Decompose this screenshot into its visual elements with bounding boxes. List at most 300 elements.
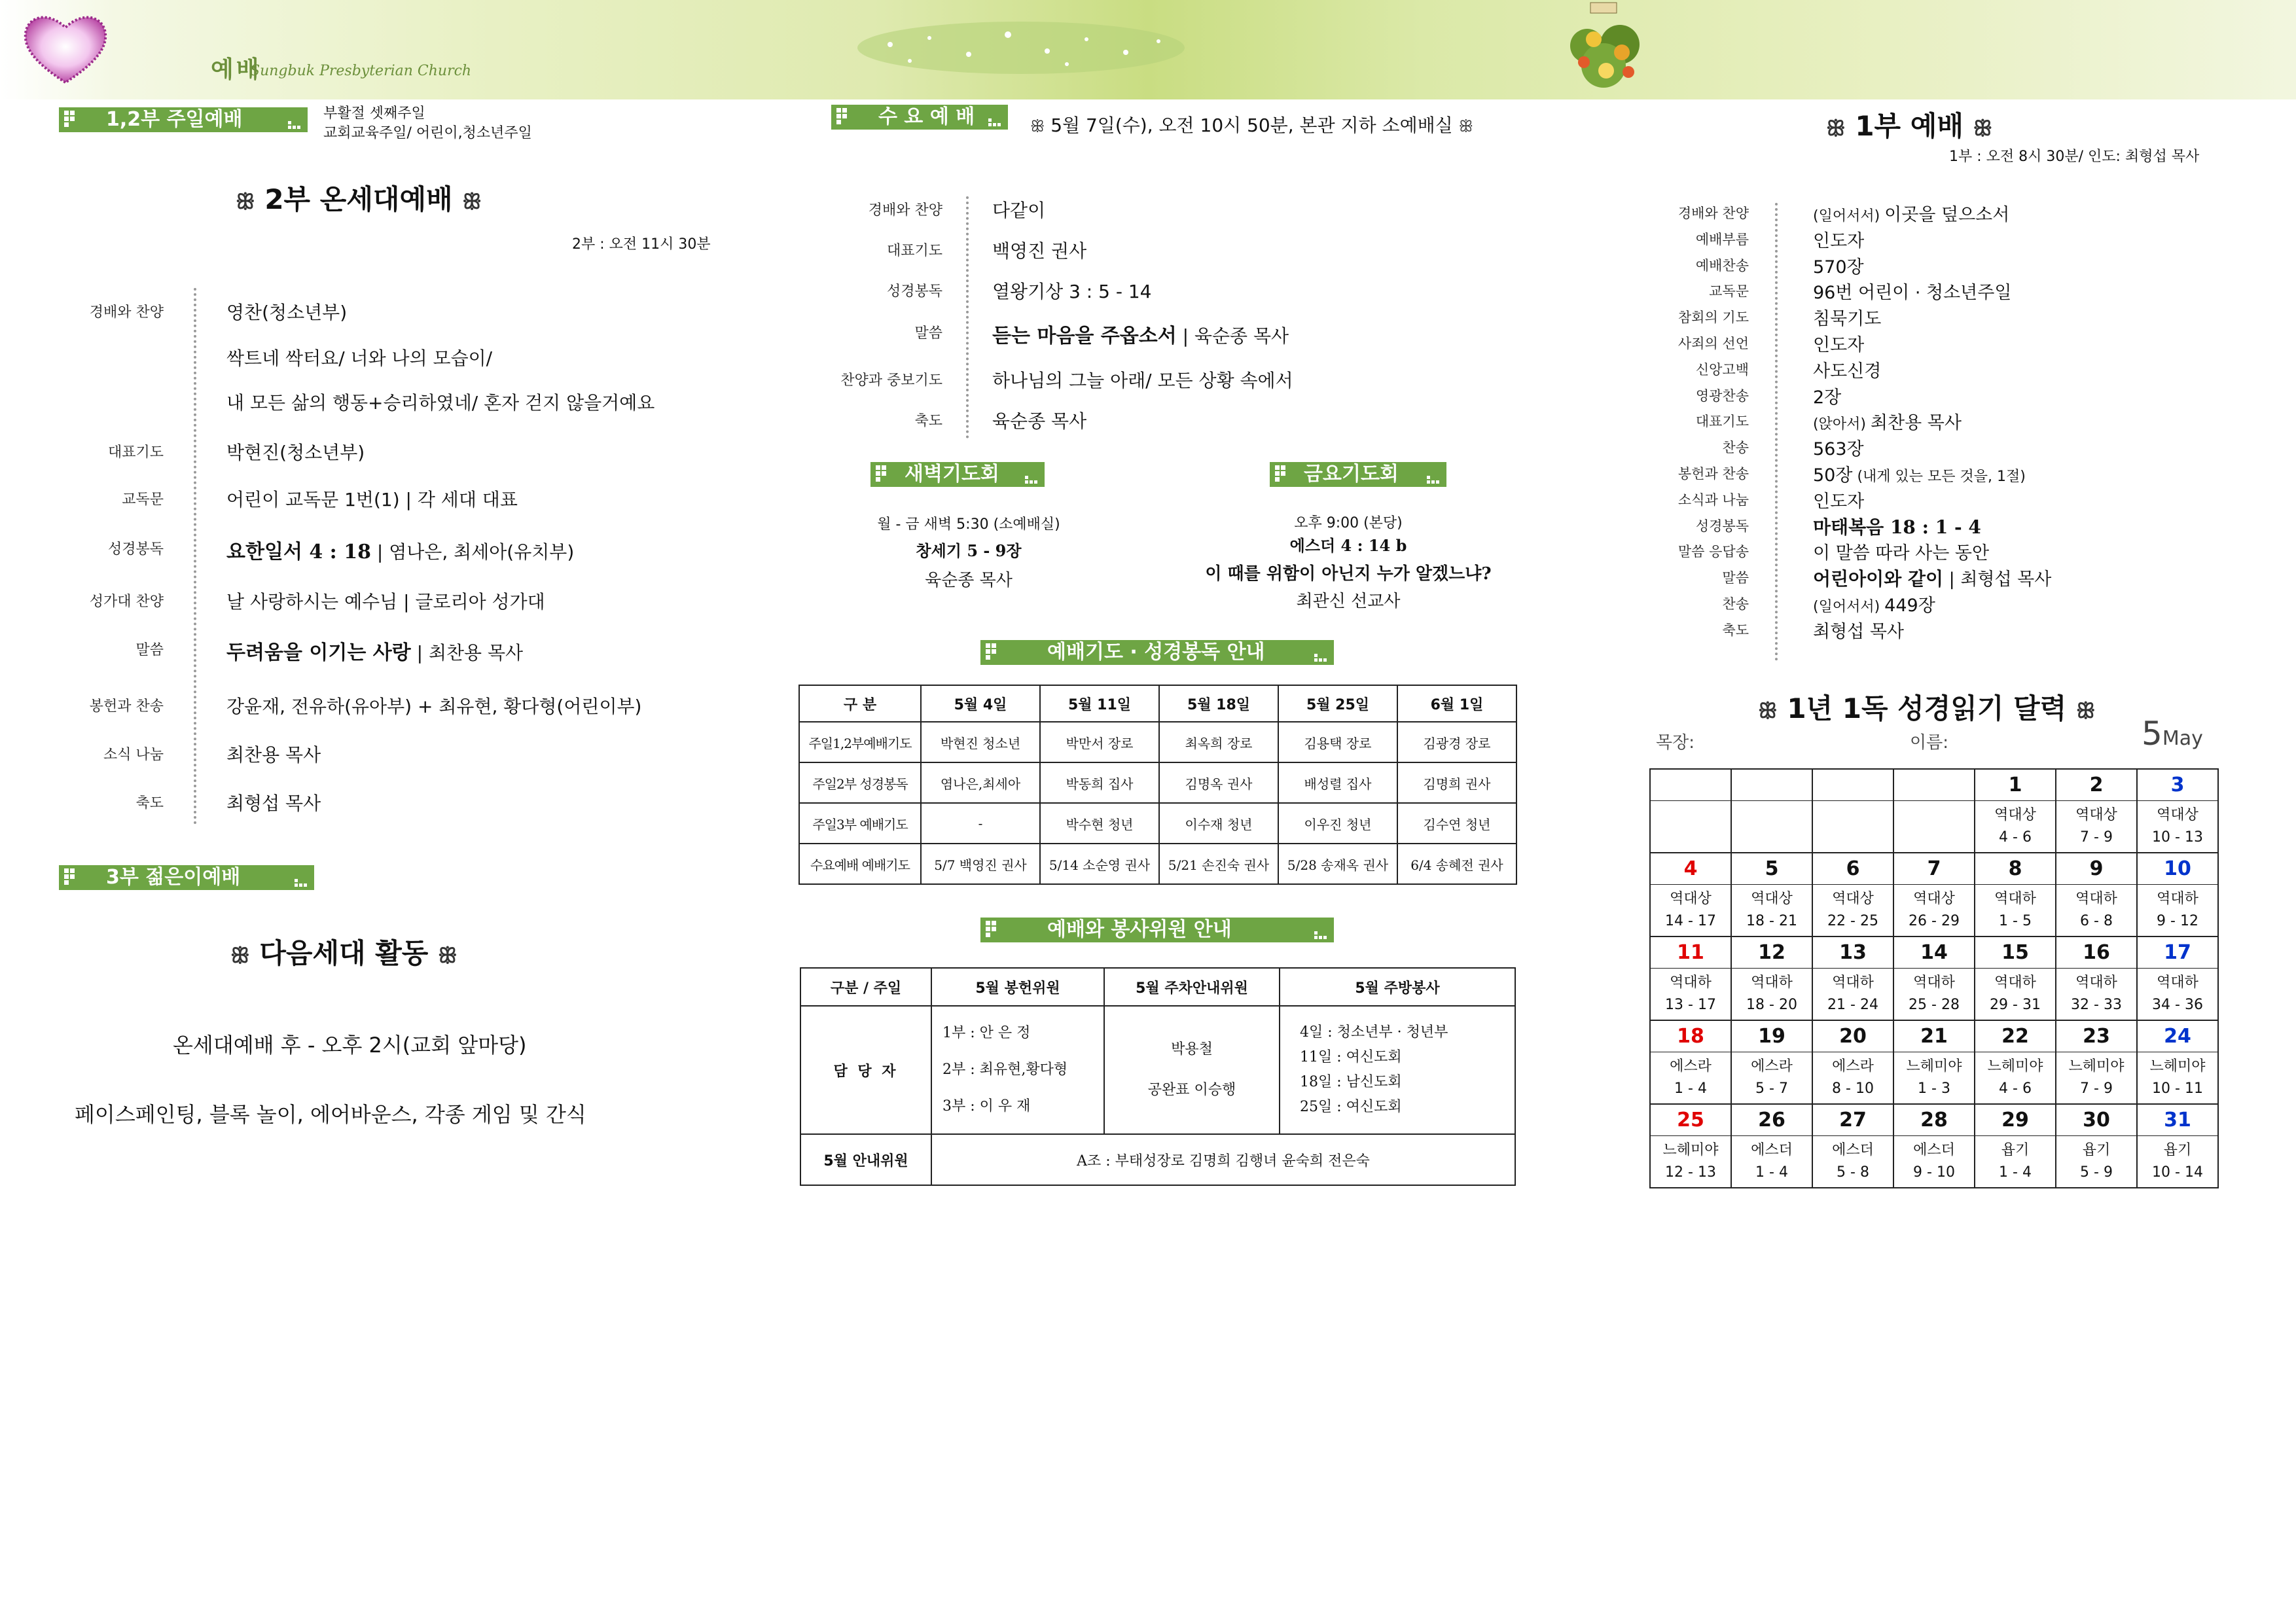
reading-book: 욥기	[2082, 1141, 2111, 1158]
reading-book: 역대하	[1832, 974, 1874, 991]
friday-line-1: 오후 9:00 (본당)	[1294, 515, 1403, 531]
service-table	[800, 967, 1516, 1186]
calendar-date	[1812, 769, 1893, 800]
date-number: 20	[1839, 1024, 1867, 1048]
order-value-main: 이곳을 덮으소서	[1884, 205, 2010, 225]
calendar-reading	[2137, 1135, 2218, 1188]
order-value	[992, 407, 1086, 433]
order-value-extra: | 육순종 목사	[1176, 325, 1289, 347]
calendar-date	[2137, 853, 2218, 884]
section-label: 금요기도회	[1304, 463, 1399, 486]
reading-chapters: 12 - 13	[1665, 1164, 1716, 1181]
reading-book: 역대하	[1994, 890, 2036, 907]
section-label: 수 요 예 배	[878, 105, 975, 128]
reading-chapters: 4 - 6	[1999, 1080, 2032, 1097]
reading-book: 역대하	[1913, 974, 1955, 991]
date-number: 23	[2083, 1024, 2110, 1048]
section-bar-dawn	[870, 462, 1045, 487]
date-number: 3	[2170, 773, 2185, 796]
order-value	[1813, 539, 1989, 564]
reading-book: 느헤미야	[2068, 1058, 2125, 1075]
order-value	[1813, 565, 2051, 591]
order-label: 예배부름	[1695, 231, 1749, 247]
next-gen-title-text: 다음세대 활동	[259, 937, 429, 969]
reading-chapters: 34 - 36	[2152, 996, 2203, 1013]
section-bar-service	[980, 918, 1334, 942]
order-label: 찬송	[1722, 440, 1749, 456]
date-number: 7	[1927, 857, 1941, 880]
calendar-reading	[1975, 800, 2056, 853]
order-value	[992, 319, 1289, 348]
reading-chapters: 10 - 11	[2152, 1080, 2203, 1097]
calendar-date	[1812, 936, 1893, 968]
order-label: 축도	[1722, 622, 1749, 638]
order-value-main: 백영진 권사	[992, 240, 1087, 262]
table-cell: 이우진 청년	[1278, 803, 1397, 844]
order-label: 경배와 찬양	[868, 202, 942, 219]
order-value-main: 박현진(청소년부)	[226, 442, 365, 463]
section-label: 예배기도 · 성경봉독 안내	[1047, 641, 1265, 664]
header-cell: 구 분	[799, 685, 921, 722]
reading-chapters: 13 - 17	[1665, 996, 1716, 1013]
calendar-reading	[2056, 1052, 2137, 1104]
date-number: 18	[1677, 1024, 1704, 1048]
section-icon	[986, 643, 1005, 662]
month-label	[2142, 715, 2203, 753]
order-value-main: 하나님의 그늘 아래/ 모든 상황 속에서	[992, 370, 1293, 391]
order-value-main: 2장	[1813, 387, 1842, 408]
order-label: 말씀	[914, 325, 942, 342]
order-value	[226, 486, 518, 512]
table-cell: 박현진 청소년	[921, 722, 1040, 762]
order-value	[1813, 330, 1864, 356]
calendar-date	[2137, 1104, 2218, 1135]
order-value	[226, 789, 321, 815]
date-number: 9	[2089, 857, 2104, 880]
friday-line-4: 최관신 선교사	[1296, 592, 1401, 611]
order-value	[226, 692, 641, 719]
header-cell: 5월 25일	[1278, 685, 1397, 722]
date-number: 28	[1920, 1108, 1948, 1132]
calendar-date	[1893, 1020, 1975, 1052]
offering-line: 2부 : 최유현,황다형	[942, 1061, 1068, 1078]
banner-title: 예배	[211, 56, 262, 83]
calendar-date	[2056, 1104, 2137, 1135]
date-number: 10	[2164, 857, 2191, 880]
banner-subtitle: Sungbuk Presbyterian Church	[250, 63, 472, 79]
reading-chapters: 5 - 9	[2080, 1164, 2113, 1181]
flourish-left-icon: ꕥ	[1826, 116, 1846, 141]
service1-title-text: 1부 예배	[1855, 110, 1964, 142]
flourish-right-icon: ꕥ	[1973, 116, 1993, 141]
order-value-main: 96번 어린이 · 청소년주일	[1813, 283, 2012, 304]
order-value	[1813, 278, 2011, 304]
table-cell: 5/21 손진숙 권사	[1159, 844, 1278, 884]
service2-title-text: 2부 온세대예배	[264, 183, 453, 215]
order-label: 경배와 찬양	[89, 304, 164, 321]
table-cell: 박만서 장로	[1040, 722, 1159, 762]
service1-title	[1826, 105, 1992, 144]
section-icon	[836, 108, 856, 126]
section-label: 새벽기도회	[905, 463, 999, 486]
reading-chapters: 7 - 9	[2080, 1080, 2113, 1097]
service1-time: 1부 : 오전 8시 30분/ 인도: 최형섭 목사	[1949, 149, 2200, 165]
calendar-reading	[1975, 1135, 2056, 1188]
order-value-main: 강윤재, 전유하(유아부) + 최유현, 황다형(어린이부)	[226, 696, 642, 717]
date-number: 25	[1677, 1108, 1704, 1132]
section-bar-friday	[1270, 462, 1446, 487]
order-value-main: 인도자	[1813, 230, 1865, 251]
reading-book: 에스라	[1832, 1058, 1874, 1075]
order-value-extra: | 최찬용 목사	[410, 642, 524, 664]
order-value	[1813, 591, 1935, 616]
reading-chapters: 21 - 24	[1827, 996, 1878, 1013]
order-value	[226, 344, 492, 370]
flourish-right-icon: ꕥ	[1458, 117, 1473, 135]
calendar-reading-row	[1650, 800, 2218, 853]
reading-chapters: 18 - 20	[1746, 996, 1797, 1013]
order-value-main: 최찬용 목사	[1870, 413, 1962, 434]
reading-book: 느헤미야	[1987, 1058, 2043, 1075]
row-label: 주일1,2부예배기도	[799, 722, 921, 762]
calendar-date	[2056, 853, 2137, 884]
parking-line: 박용철	[1171, 1041, 1213, 1058]
reading-book: 느헤미야	[2149, 1058, 2206, 1075]
month-number: 5	[2142, 715, 2162, 753]
reading-book: 에스더	[1832, 1141, 1874, 1158]
section-label: 예배와 봉사위원 안내	[1047, 918, 1232, 941]
calendar-reading	[1893, 800, 1975, 853]
order-value-main: 내 모든 삶의 행동+승리하였네/ 혼자 걷지 않을거예요	[226, 392, 655, 414]
calendar-reading	[1812, 884, 1893, 936]
order-label: 봉헌과 찬송	[1677, 466, 1749, 482]
calendar-reading-row	[1650, 968, 2218, 1020]
header-cell: 5월 주차안내위원	[1104, 968, 1280, 1006]
row-label: 주일3부 예배기도	[799, 803, 921, 844]
calendar-date-row	[1650, 769, 2218, 800]
calendar-date	[1893, 936, 1975, 968]
calendar-reading	[2056, 800, 2137, 853]
order-value-main: 50장	[1813, 465, 1853, 486]
reading-chapters: 5 - 8	[1837, 1164, 1869, 1181]
calendar-reading	[1650, 800, 1731, 853]
calendar-reading	[2056, 968, 2137, 1020]
order-label: 영광찬송	[1695, 387, 1749, 404]
reading-chapters: 26 - 29	[1909, 912, 1960, 929]
row-label: 수요예배 예배기도	[799, 844, 921, 884]
calendar-date-row	[1650, 853, 2218, 884]
order-label: 성경봉독	[1695, 518, 1749, 534]
date-number: 31	[2164, 1108, 2191, 1132]
date-number: 6	[1846, 857, 1860, 880]
reading-book: 역대상	[2075, 806, 2117, 823]
reading-book: 역대상	[1670, 890, 1712, 907]
mokjang-label: 목장:	[1656, 733, 1695, 753]
table-cell: -	[921, 803, 1040, 844]
order-value	[1813, 435, 1864, 460]
date-number: 24	[2164, 1024, 2191, 1048]
order-value-prefix: (앉아서)	[1813, 416, 1871, 433]
order-value	[992, 277, 1152, 304]
calendar-title-text: 1년 1독 성경읽기 달력	[1787, 692, 2067, 724]
sunday-note-2: 교회교육주일/ 어린이,청소년주일	[323, 125, 532, 141]
month-word: May	[2162, 727, 2203, 750]
reading-book: 역대하	[2157, 974, 2198, 991]
order-label: 예배찬송	[1695, 257, 1749, 274]
section-bar-prayer	[980, 640, 1334, 665]
reading-chapters: 18 - 21	[1746, 912, 1797, 929]
order-value-main: 인도자	[1813, 335, 1865, 355]
order-label: 경배와 찬양	[1677, 205, 1749, 221]
flourish-left-icon: ꕥ	[1030, 117, 1045, 135]
header-cell: 6월 1일	[1397, 685, 1516, 722]
table-cell: 염나은,최세아	[921, 762, 1040, 803]
calendar-date	[2137, 1020, 2218, 1052]
date-number: 2	[2089, 773, 2104, 796]
calendar-date	[2137, 769, 2218, 800]
order-value	[1813, 408, 1962, 434]
header-cell: 5월 4일	[921, 685, 1040, 722]
reading-book: 에스더	[1913, 1141, 1955, 1158]
header-cell: 5월 11일	[1040, 685, 1159, 722]
order-value	[226, 389, 655, 415]
order-label: 대표기도	[1695, 414, 1749, 430]
reading-book: 느헤미야	[1662, 1141, 1719, 1158]
service2-title	[236, 178, 482, 217]
calendar-date	[1731, 936, 1812, 968]
order-value-main: 육순종 목사	[992, 410, 1087, 432]
table-cell: 최옥희 장로	[1159, 722, 1278, 762]
flourish-left-icon: ꕥ	[230, 943, 250, 968]
order-value-main: 449장	[1884, 596, 1935, 616]
order-label: 봉헌과 찬송	[89, 698, 164, 715]
reading-chapters: 7 - 9	[2080, 829, 2113, 846]
order-label: 교독문	[122, 491, 164, 508]
reading-book: 역대하	[2075, 890, 2117, 907]
table-cell: 김광경 장로	[1397, 722, 1516, 762]
order-value	[1813, 253, 1864, 278]
calendar-reading	[2137, 1052, 2218, 1104]
reading-book: 에스라	[1670, 1058, 1712, 1075]
order-label: 대표기도	[886, 243, 942, 259]
order-value-main: 인도자	[1813, 491, 1865, 512]
sparkle-decoration-icon	[851, 12, 1191, 84]
offering-line: 1부 : 안 은 정	[942, 1025, 1031, 1041]
reading-chapters: 10 - 14	[2152, 1164, 2203, 1181]
date-number: 27	[1839, 1108, 1867, 1132]
calendar-date	[2056, 769, 2137, 800]
calendar-reading	[1650, 1135, 1731, 1188]
table-cell: 5/14 소순영 권사	[1040, 844, 1159, 884]
service2-time: 2부 : 오전 11시 30분	[572, 236, 711, 253]
table-header-row	[799, 685, 1516, 722]
corner-icon	[288, 120, 301, 130]
friday-line-3: 이 때를 위함이 아닌지 누가 알겠느냐?	[1205, 564, 1492, 584]
calendar-date	[1731, 1104, 1812, 1135]
flower-bouquet-icon	[1558, 0, 1656, 98]
calendar-date	[1975, 1104, 2056, 1135]
calendar-reading	[1975, 884, 2056, 936]
date-number: 30	[2083, 1108, 2110, 1132]
reading-book: 욥기	[2001, 1141, 2030, 1158]
corner-icon	[988, 118, 1001, 127]
calendar-reading-row	[1650, 1052, 2218, 1104]
order-value-main: 563장	[1813, 439, 1864, 460]
order-value-main: 다같이	[992, 200, 1046, 221]
flourish-right-icon: ꕥ	[2075, 698, 2096, 723]
order-value-main: 요한일서 4 : 18	[226, 541, 371, 563]
order-value	[226, 636, 523, 665]
row-label: 5월 안내위원	[800, 1134, 931, 1185]
date-number: 19	[1758, 1024, 1785, 1048]
offering-line: 3부 : 이 우 재	[942, 1098, 1031, 1115]
order-label: 축도	[135, 795, 164, 812]
order-value	[1813, 304, 1881, 330]
corner-icon	[1314, 931, 1327, 940]
corner-icon	[1427, 475, 1440, 484]
order-value-main: 듣는 마음을 주옵소서	[992, 325, 1177, 348]
calendar-date	[1975, 936, 2056, 968]
table-row	[799, 722, 1516, 762]
flourish-right-icon: ꕥ	[462, 189, 482, 214]
date-number: 1	[2008, 773, 2022, 796]
calendar-reading	[2137, 884, 2218, 936]
calendar-date	[2056, 1020, 2137, 1052]
order-value-bold: 마태복음 18 : 1 - 4	[1813, 516, 1981, 538]
reading-chapters: 1 - 3	[1918, 1080, 1950, 1097]
table-row	[799, 803, 1516, 844]
reading-book: 역대상	[1994, 806, 2036, 823]
order-value-bold: 어린아이와 같이	[1813, 568, 1944, 590]
calendar-date	[1975, 1020, 2056, 1052]
calendar-date	[1975, 853, 2056, 884]
section-label: 3부 젊은이예배	[106, 866, 241, 889]
order-label: 사죄의 선언	[1677, 336, 1749, 351]
order-value	[226, 298, 347, 325]
calendar-date	[2137, 936, 2218, 968]
date-number: 13	[1839, 940, 1867, 964]
order-label: 말씀 응답송	[1677, 544, 1749, 560]
kitchen-line: 11일 : 여신도회	[1300, 1049, 1402, 1065]
header-cell: 5월 18일	[1159, 685, 1278, 722]
order-value-prefix: (일어서서)	[1813, 208, 1885, 224]
calendar-date	[1650, 769, 1731, 800]
order-value	[226, 588, 545, 614]
calendar-reading	[1731, 968, 1812, 1020]
calendar-reading	[1812, 1052, 1893, 1104]
calendar-date-row	[1650, 1104, 2218, 1135]
calendar-reading	[2056, 884, 2137, 936]
table-row	[799, 762, 1516, 803]
parking-cell	[1104, 1006, 1280, 1134]
reading-chapters: 8 - 10	[1832, 1080, 1874, 1097]
table-row	[800, 1006, 1515, 1134]
flourish-right-icon: ꕥ	[438, 943, 457, 968]
order-label: 축도	[914, 413, 942, 429]
header-cell: 구분 / 주일	[800, 968, 931, 1006]
calendar-date	[1650, 1020, 1731, 1052]
wednesday-note-text: 5월 7일(수), 오전 10시 50분, 본관 지하 소예배실	[1050, 115, 1453, 136]
reading-chapters: 1 - 4	[1674, 1080, 1707, 1097]
order-value-main: 최형섭 목사	[226, 793, 321, 814]
order-value-main: 570장	[1813, 257, 1864, 277]
reading-chapters: 1 - 4	[1999, 1164, 2032, 1181]
order-label: 소식과 나눔	[1677, 491, 1749, 508]
section-bar-sunday-12	[59, 107, 308, 132]
order-label: 성가대 찬양	[89, 594, 164, 610]
order-value	[992, 366, 1293, 393]
row-label: 주일2부 성경봉독	[799, 762, 921, 803]
order-value	[1813, 226, 1864, 252]
calendar-reading-row	[1650, 1135, 2218, 1188]
calendar-date	[1731, 769, 1812, 800]
header-cell: 5월 주방봉사	[1280, 968, 1515, 1006]
reading-book: 역대하	[1751, 974, 1793, 991]
offering-cell	[931, 1006, 1104, 1134]
order-value-main: 영찬(청소년부)	[226, 302, 348, 323]
order-value-main: 최찬용 목사	[226, 744, 321, 766]
corner-icon	[1025, 475, 1038, 484]
order-label: 대표기도	[107, 444, 164, 461]
calendar-date-row	[1650, 1020, 2218, 1052]
corner-icon	[295, 878, 308, 887]
calendar-reading	[1812, 800, 1893, 853]
order-label: 참회의 기도	[1677, 310, 1749, 326]
prayer-table	[798, 685, 1517, 885]
order-value-main: 어린이 교독문 1번(1) | 각 세대 대표	[226, 489, 518, 510]
calendar-reading	[1893, 1052, 1975, 1104]
section-bar-service3	[59, 865, 314, 890]
order-label: 교독문	[1709, 283, 1749, 300]
reading-book: 에스라	[1751, 1058, 1793, 1075]
reading-book: 역대상	[1751, 890, 1793, 907]
order-label: 성경봉독	[886, 283, 942, 300]
date-number: 4	[1683, 857, 1698, 880]
date-number: 5	[1765, 857, 1779, 880]
calendar-title	[1758, 687, 2096, 726]
reading-book: 역대하	[2075, 974, 2117, 991]
calendar-reading	[1893, 968, 1975, 1020]
dotted-divider	[966, 196, 969, 438]
order-label: 말씀	[1722, 570, 1749, 586]
kitchen-line: 25일 : 여신도회	[1300, 1099, 1402, 1115]
order-value	[226, 535, 574, 564]
order-value	[1813, 617, 1904, 643]
dawn-line-3: 육순종 목사	[925, 571, 1013, 590]
table-cell: 5/7 백영진 권사	[921, 844, 1040, 884]
calendar-reading	[1893, 1135, 1975, 1188]
section-icon	[876, 465, 895, 484]
table-cell: 김용택 장로	[1278, 722, 1397, 762]
section-icon	[64, 111, 84, 129]
order-value	[1813, 357, 1881, 382]
calendar-date	[1975, 769, 2056, 800]
activity-line-1: 온세대예배 후 - 오후 2시(교회 앞마당)	[173, 1033, 527, 1058]
order-value	[1813, 487, 1864, 512]
date-number: 12	[1758, 940, 1785, 964]
calendar-date	[1650, 1104, 1731, 1135]
order-value-suffix: (내게 있는 모든 것을, 1절)	[1852, 469, 2026, 485]
order-value-main: 두려움을 이기는 사랑	[226, 641, 411, 664]
reading-chapters: 22 - 25	[1827, 912, 1878, 929]
reading-book: 역대상	[2157, 806, 2198, 823]
next-gen-title	[230, 932, 457, 971]
calendar-reading	[1812, 968, 1893, 1020]
reading-book: 에스더	[1751, 1141, 1793, 1158]
table-cell: 5/28 송재옥 권사	[1278, 844, 1397, 884]
calendar-date	[1893, 769, 1975, 800]
reading-chapters: 29 - 31	[1990, 996, 2041, 1013]
